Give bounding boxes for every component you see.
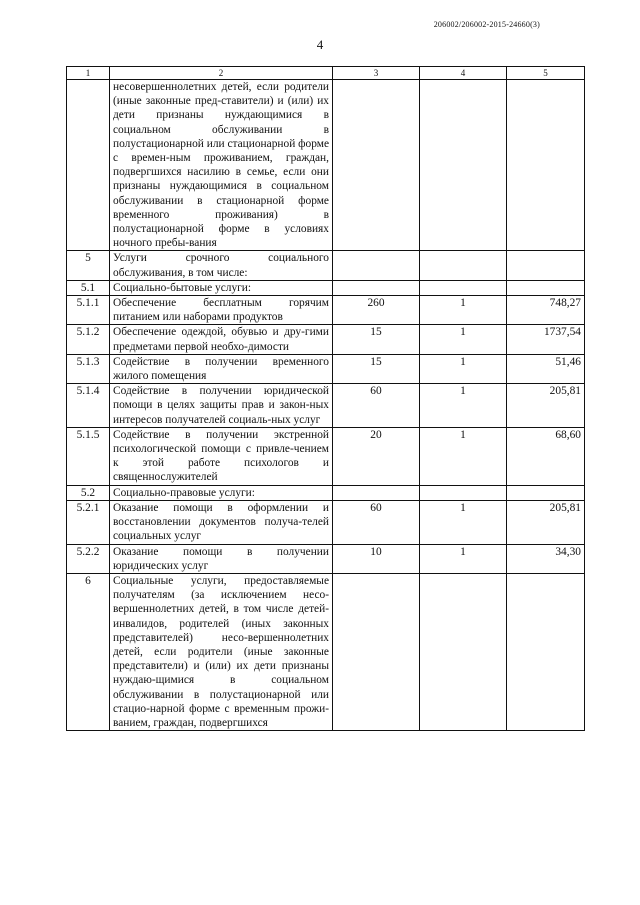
table-row	[67, 573, 585, 730]
row-number-cell: 5.2	[67, 485, 110, 500]
column-5-value-cell	[507, 485, 585, 500]
column-4-value-cell: 1	[420, 544, 507, 573]
document-id: 206002/206002-2015-24660(3)	[433, 20, 540, 29]
column-5-value-cell: 1737,54	[507, 325, 585, 354]
row-number-cell: 5.1.1	[67, 296, 110, 325]
column-5-value-cell	[507, 280, 585, 295]
table-row	[67, 325, 585, 354]
column-4-value-cell: 1	[420, 384, 507, 428]
row-number-cell: 5.1	[67, 280, 110, 295]
row-number-cell: 5	[67, 251, 110, 280]
service-description-cell: Обеспечение бесплатным горячим питанием или наборами продуктов	[110, 296, 333, 325]
column-4-value-cell	[420, 80, 507, 251]
column-4-value-cell	[420, 573, 507, 730]
service-description-cell: Оказание помощи в получении юридических услуг	[110, 544, 333, 573]
column-header: 2	[110, 67, 333, 80]
column-header: 3	[333, 67, 420, 80]
row-number-cell	[67, 80, 110, 251]
column-5-value-cell: 205,81	[507, 384, 585, 428]
table-row	[67, 280, 585, 295]
column-4-value-cell: 1	[420, 325, 507, 354]
column-5-value-cell: 205,81	[507, 500, 585, 544]
column-5-value-cell: 51,46	[507, 354, 585, 383]
column-3-value-cell: 60	[333, 384, 420, 428]
column-4-value-cell: 1	[420, 296, 507, 325]
column-4-value-cell	[420, 280, 507, 295]
column-5-value-cell: 34,30	[507, 544, 585, 573]
column-3-value-cell	[333, 251, 420, 280]
row-number-cell: 5.1.4	[67, 384, 110, 428]
column-3-value-cell: 15	[333, 354, 420, 383]
service-description-cell: Оказание помощи в оформлении и восстановлении документов получа-телей социальных услуг	[110, 500, 333, 544]
table-row	[67, 544, 585, 573]
column-4-value-cell: 1	[420, 500, 507, 544]
table-row	[67, 251, 585, 280]
column-header: 5	[507, 67, 585, 80]
column-header: 1	[67, 67, 110, 80]
table-row	[67, 485, 585, 500]
table-row	[67, 427, 585, 485]
row-number-cell: 6	[67, 573, 110, 730]
column-3-value-cell: 15	[333, 325, 420, 354]
table-row	[67, 500, 585, 544]
service-description-cell: Социально-бытовые услуги:	[110, 280, 333, 295]
column-4-value-cell: 1	[420, 427, 507, 485]
column-3-value-cell: 60	[333, 500, 420, 544]
services-table	[66, 66, 585, 731]
column-4-value-cell: 1	[420, 354, 507, 383]
row-number-cell: 5.2.2	[67, 544, 110, 573]
row-number-cell: 5.1.2	[67, 325, 110, 354]
column-3-value-cell: 20	[333, 427, 420, 485]
column-4-value-cell	[420, 251, 507, 280]
column-5-value-cell: 748,27	[507, 296, 585, 325]
service-description-cell: Содействие в получении экстренной психологической помощи с привле-чением к этой работе психологов и священнослужителей	[110, 427, 333, 485]
column-4-value-cell	[420, 485, 507, 500]
table-row	[67, 296, 585, 325]
column-3-value-cell: 260	[333, 296, 420, 325]
row-number-cell: 5.1.3	[67, 354, 110, 383]
column-3-value-cell	[333, 485, 420, 500]
column-header: 4	[420, 67, 507, 80]
service-description-cell: Содействие в получении временного жилого помещения	[110, 354, 333, 383]
table-row	[67, 384, 585, 428]
service-description-cell: несовершеннолетних детей, если родители (иные законные пред-ставители) и (или) их дети признаны нуждающимися в социальном обслуживании в полустационарной или стационарной форме с времен-ным проживанием, граждан, подвергшихся насилию в семье, если они признаны нуждающимися в социальном обслуживании в стационарной форме временного проживания) в полустационарной форме в условиях ночного пребы-вания	[110, 80, 333, 251]
service-description-cell: Услуги срочного социального обслуживания, в том числе:	[110, 251, 333, 280]
row-number-cell: 5.2.1	[67, 500, 110, 544]
column-3-value-cell	[333, 573, 420, 730]
column-3-value-cell: 10	[333, 544, 420, 573]
table-body	[67, 80, 585, 731]
service-description-cell: Социально-правовые услуги:	[110, 485, 333, 500]
column-5-value-cell	[507, 80, 585, 251]
row-number-cell: 5.1.5	[67, 427, 110, 485]
page-number: 4	[316, 37, 324, 52]
service-description-cell: Социальные услуги, предоставляемые получателям (за исключением несо-вершеннолетних детей, в том числе детей-инвалидов, родителей (иных законных представителей) несо-вершеннолетних детей, если родители (иные законные представители) и (или) их дети признаны нуждаю-щимися в социальном обслуживании в полустационарной или стацио-нарной форме с временным прожи-ванием, граждан, подвергшихся	[110, 573, 333, 730]
column-3-value-cell	[333, 280, 420, 295]
service-description-cell: Содействие в получении юридической помощи в целях защиты прав и закон-ных интересов получателей социаль-ных услуг	[110, 384, 333, 428]
table-header-row	[67, 67, 585, 80]
table-row	[67, 354, 585, 383]
column-3-value-cell	[333, 80, 420, 251]
service-description-cell: Обеспечение одеждой, обувью и дру-гими предметами первой необхо-димости	[110, 325, 333, 354]
table-row	[67, 80, 585, 251]
column-5-value-cell: 68,60	[507, 427, 585, 485]
column-5-value-cell	[507, 251, 585, 280]
column-5-value-cell	[507, 573, 585, 730]
